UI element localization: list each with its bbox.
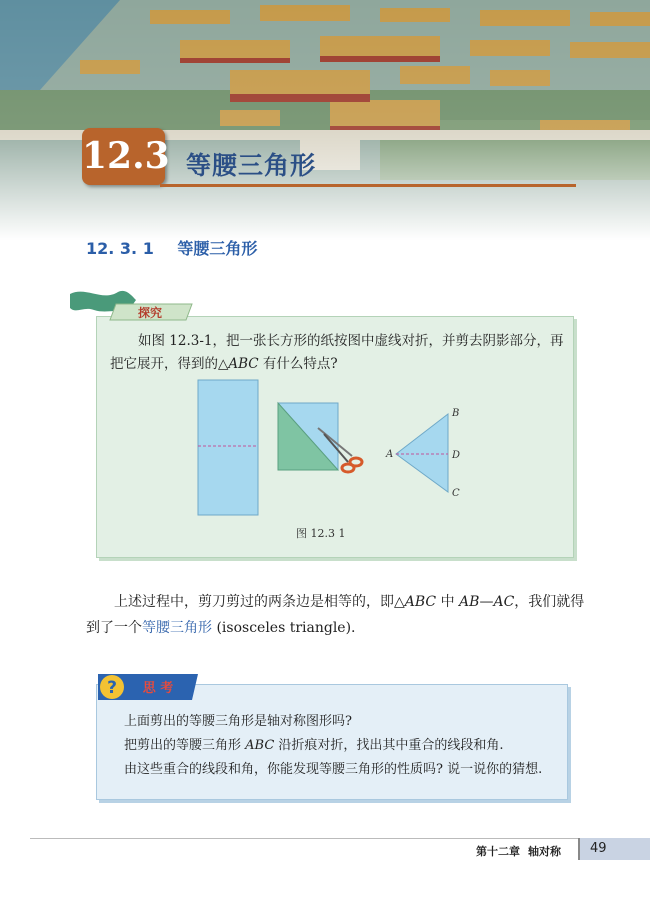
subsection-heading <box>86 236 257 259</box>
subsection-title: 等腰三角形 <box>177 239 258 258</box>
think-question-2 <box>110 734 560 758</box>
think-questions <box>110 710 560 782</box>
label-B: B <box>452 408 460 419</box>
section-number-badge: 12.3 <box>82 128 165 185</box>
footer-chapter <box>476 843 561 859</box>
label-C: C <box>452 488 460 499</box>
body-side-ac: AC <box>493 594 515 610</box>
explore-text-after: 有什么特点? <box>258 356 338 372</box>
figure-caption: 图 12.3 1 <box>296 527 346 540</box>
unfolded-rectangle <box>198 380 258 515</box>
isosceles-triangle <box>396 414 448 492</box>
think-q2-after: 沿折痕对折，找出其中重合的线段和角. <box>274 738 504 753</box>
body-text-4: (isosceles triangle). <box>212 620 356 636</box>
svg-text:?: ? <box>107 678 117 698</box>
think-question-3: 由这些重合的线段和角，你能发现等腰三角形的性质吗? 说一说你的猜想. <box>124 762 543 777</box>
page-number: 49 <box>578 838 650 860</box>
section-title-rule <box>160 184 576 187</box>
explore-label: 探究 <box>137 306 163 320</box>
section-title: 等腰三角形 <box>186 151 317 180</box>
footer-rule <box>30 838 650 839</box>
figure-12-3-1 <box>190 370 480 520</box>
body-text-1: 上述过程中，剪刀剪过的两条边是相等的，即△ <box>114 594 405 610</box>
explore-banner <box>66 284 196 324</box>
explore-triangle-name: ABC <box>228 356 259 372</box>
think-question-1: 上面剪出的等腰三角形是轴对称图形吗? <box>124 714 352 729</box>
header-photo <box>0 0 650 240</box>
think-q2-before: 把剪出的等腰三角形 <box>124 738 246 753</box>
footer-chapter-title: 轴对称 <box>528 845 561 858</box>
label-A: A <box>386 449 394 460</box>
aerial-city-image <box>0 0 650 240</box>
body-side-ab: AB <box>459 594 480 610</box>
body-equals: — <box>479 594 494 610</box>
explore-text-before: 如图 12.3-1，把一张长方形的纸按图中虚线对折，并剪去阴影部分，再把它展开，得到的△ <box>110 333 564 372</box>
think-label: 思 考 <box>142 681 174 696</box>
body-text-3: ，我们就得到了一个 <box>86 594 585 636</box>
subsection-number: 12. 3. 1 <box>86 239 154 258</box>
think-q2-triangle: ABC <box>245 738 275 753</box>
body-triangle-name: ABC <box>404 594 437 610</box>
term-isosceles-triangle: 等腰三角形 <box>142 620 212 636</box>
footer-chapter-number: 第十二章 <box>476 845 520 858</box>
think-banner <box>92 670 204 704</box>
body-text-2: 中 <box>436 594 460 610</box>
definition-paragraph <box>86 589 586 641</box>
label-D: D <box>452 450 461 461</box>
